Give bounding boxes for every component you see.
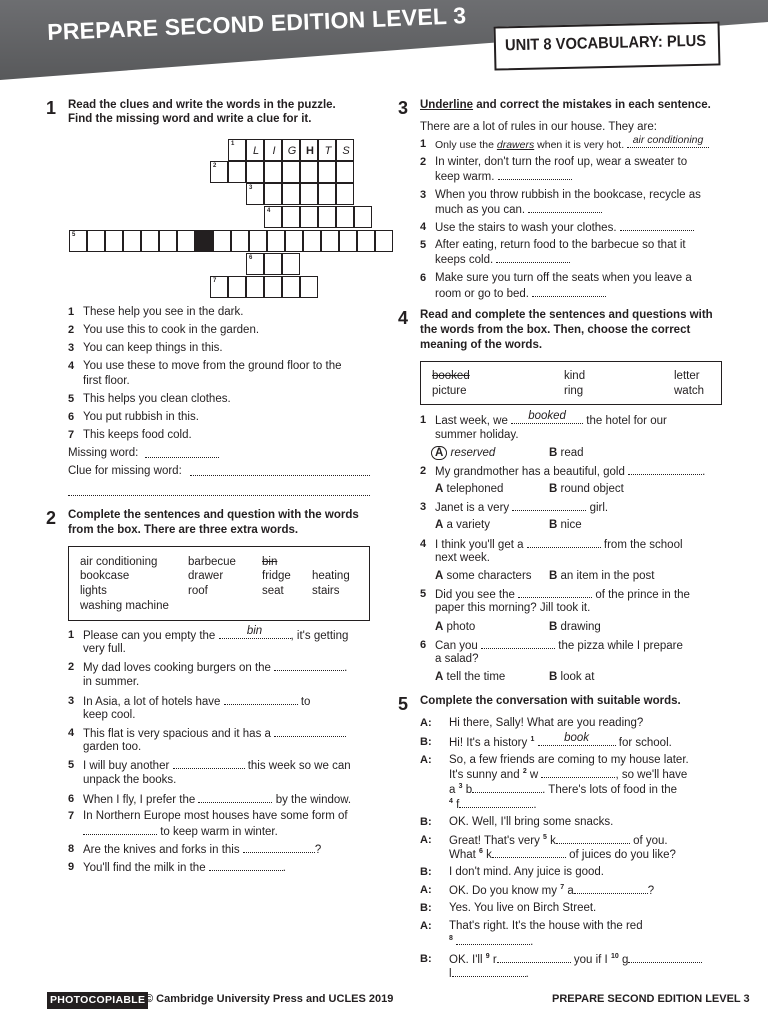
dialogue-text: I don't mind. Any juice is good. (449, 866, 604, 878)
crossword-cell[interactable] (339, 230, 357, 252)
crossword-cell[interactable] (159, 230, 177, 252)
crossword-cell[interactable] (336, 206, 354, 228)
dialogue-text: $^8$ . (449, 935, 534, 948)
sentence-text: next week. (435, 552, 490, 564)
clue-number: 1 (68, 306, 75, 318)
exercise-2-instruction-line-2: from the box. There are three extra words. (68, 524, 299, 536)
answer-blank[interactable] (83, 824, 157, 835)
crossword-cell[interactable] (336, 183, 354, 205)
exercise-4-instruction-line-3: meaning of the words. (420, 339, 543, 351)
exercise-3-number: 3 (398, 98, 409, 118)
dialogue-text: What $^6$ k of juices do you like? (449, 848, 676, 861)
dialogue-text: Yes. You live on Birch Street. (449, 902, 597, 914)
word-box-item-crossed-out: bin (262, 556, 278, 568)
circled-option-letter: A (431, 446, 447, 460)
crossword-letter: I (272, 145, 276, 157)
crossword-cell[interactable] (246, 139, 264, 161)
item-number: 3 (420, 189, 427, 201)
crossword-clue-number: 1 (231, 141, 235, 147)
exercise-1-number: 1 (46, 98, 57, 118)
crossword-cell[interactable] (336, 139, 354, 161)
answer-blank[interactable] (527, 537, 601, 548)
speaker: B: (420, 736, 432, 748)
crossword-cell[interactable] (282, 139, 300, 161)
item-number: 1 (68, 629, 75, 641)
crossword-cell[interactable] (282, 161, 300, 183)
crossword-cell[interactable] (285, 230, 303, 252)
crossword-cell[interactable] (264, 183, 282, 205)
dialogue-text: It's sunny and $^2$ w , so we'll have (449, 768, 688, 781)
dialogue-text: Great! That's very $^5$ k of you. (449, 834, 668, 847)
option-a[interactable]: A photo (435, 621, 476, 633)
clue-number: 5 (68, 393, 75, 405)
crossword-letter: L (252, 145, 260, 157)
clue-text: You put rubbish in this. (83, 411, 199, 423)
sentence-text: paper this morning? Jill took it. (435, 602, 591, 614)
dialogue-text: That's right. It's the house with the red (449, 920, 643, 932)
missing-word-blank[interactable] (145, 447, 219, 458)
answer-blank[interactable] (173, 758, 245, 769)
crossword-cell[interactable] (300, 161, 318, 183)
word-box-item: kind (564, 370, 586, 382)
sentence-text: I will buy another this week so we can (83, 760, 351, 772)
crossword-cell[interactable] (246, 276, 264, 298)
crossword-cell[interactable] (87, 230, 105, 252)
exercise-4-instruction-line-1: Read and complete the sentences and questions with (420, 309, 713, 321)
clue-text: This keeps food cold. (83, 429, 192, 441)
option-a[interactable]: A some characters (435, 570, 532, 582)
option-a[interactable]: A a variety (435, 519, 490, 531)
missing-word-label: Missing word: (68, 447, 139, 459)
crossword-cell[interactable] (300, 276, 318, 298)
answer-blank[interactable]: bin (219, 628, 291, 639)
word-box-item: seat (262, 585, 284, 597)
word-box-item-crossed-out: booked (432, 370, 470, 382)
exercise-1-instruction-line-2: Find the missing word and write a clue for it. (68, 113, 312, 125)
answer-blank[interactable] (574, 883, 648, 894)
sentence-text: When I fly, I prefer the by the window. (83, 794, 352, 806)
clue-number: 7 (68, 429, 75, 441)
speaker: A: (420, 717, 432, 729)
sentence-text: to keep warm in winter. (83, 824, 278, 840)
word-box-item: heating (312, 570, 350, 582)
sentence-text: Last week, we booked the hotel for our (435, 410, 667, 427)
sentence-text: keep cool. (83, 709, 136, 721)
speaker: B: (420, 866, 432, 878)
crossword-cell[interactable] (282, 253, 300, 275)
footer-level-title: PREPARE SECOND EDITION LEVEL 3 (552, 993, 750, 1005)
crossword-cell[interactable] (264, 276, 282, 298)
speaker: B: (420, 953, 432, 965)
item-number: 1 (420, 138, 427, 150)
answer-blank[interactable]: air conditioning (627, 137, 709, 148)
clue-blank-line-1[interactable] (190, 465, 370, 476)
clue-number: 6 (68, 411, 75, 423)
word-box-item: ring (564, 385, 584, 397)
crossword-cell[interactable] (336, 161, 354, 183)
dialogue-text: OK. Well, I'll bring some snacks. (449, 816, 614, 828)
crossword-cell[interactable] (282, 206, 300, 228)
crossword-black-cell (195, 230, 213, 252)
clue-text: You use this to cook in the garden. (83, 324, 260, 336)
sentence-text: very full. (83, 643, 126, 655)
crossword-cell[interactable] (213, 230, 231, 252)
sentence-text: Make sure you turn off the seats when you leave a (435, 272, 692, 284)
speaker: A: (420, 834, 432, 846)
crossword-cell[interactable] (246, 161, 264, 183)
item-number: 1 (420, 414, 427, 426)
speaker: B: (420, 902, 432, 914)
clue-number: 2 (68, 324, 75, 336)
crossword-cell[interactable] (318, 161, 336, 183)
clue-number: 3 (68, 342, 75, 354)
page-title: PREPARE SECOND EDITION LEVEL 3 (46, 2, 467, 45)
item-number: 6 (420, 639, 427, 651)
crossword-cell[interactable] (123, 230, 141, 252)
option-b[interactable]: B nice (549, 519, 582, 531)
crossword-cell[interactable] (357, 230, 375, 252)
crossword-cell[interactable] (231, 230, 249, 252)
word-box-item: stairs (312, 585, 340, 597)
sentence-text: Only use the drawers when it is very hot. air conditioning (435, 137, 709, 153)
sentence-text: a salad? (435, 653, 479, 665)
option-a[interactable]: A telephoned (435, 483, 504, 495)
crossword-cell[interactable] (69, 230, 87, 252)
dialogue-text: l . (449, 968, 529, 980)
answer-blank[interactable] (496, 252, 570, 263)
word-box-item: fridge (262, 570, 291, 582)
crossword-clue-number: 6 (249, 255, 253, 261)
sentence-text: I think you'll get a from the school (435, 539, 683, 551)
crossword-cell[interactable] (300, 183, 318, 205)
crossword-cell[interactable] (210, 276, 228, 298)
word-box-item: drawer (188, 570, 224, 582)
item-number: 5 (420, 239, 427, 251)
option-a-selected[interactable]: A reserved (431, 446, 495, 461)
sentence-text: keeps cold. (435, 252, 570, 268)
exercise-3-intro: There are a lot of rules in our house. They are: (420, 121, 657, 133)
crossword-clue-number: 5 (72, 232, 76, 238)
crossword-cell[interactable] (210, 161, 228, 183)
item-number: 5 (68, 759, 75, 771)
clue-number: 4 (68, 360, 75, 372)
underlined-mistake: drawers (496, 139, 535, 151)
crossword-cell[interactable] (375, 230, 393, 252)
clue-blank-line-2[interactable] (68, 485, 370, 496)
unit-title: UNIT 8 VOCABULARY: PLUS (504, 32, 707, 55)
word-box-item: bookcase (80, 570, 130, 582)
dialogue-text: a $^3$ b . There's lots of food in the (449, 783, 678, 796)
item-number: 2 (420, 156, 427, 168)
crossword-clue-number: 2 (213, 163, 217, 169)
sentence-text: This flat is very spacious and it has a (83, 726, 346, 742)
answer-blank[interactable] (497, 952, 571, 963)
item-number: 4 (420, 538, 427, 550)
sentence-text: Are the knives and forks in this ? (83, 844, 322, 856)
crossword-letter: G (287, 145, 297, 157)
sentence-text: My grandmother has a beautiful, gold . (435, 466, 706, 478)
crossword-cell[interactable] (141, 230, 159, 252)
answer-blank[interactable] (512, 500, 586, 511)
item-number: 8 (68, 843, 75, 855)
copyright-text: © Cambridge University Press and UCLES 2019 (145, 993, 394, 1005)
answer-blank[interactable] (481, 638, 555, 649)
exercise-2-instruction-line-1: Complete the sentences and question with the words (68, 509, 359, 521)
answer-blank[interactable] (274, 726, 346, 737)
item-number: 3 (420, 501, 427, 513)
crossword-clue-number: 4 (267, 208, 271, 214)
answer-blank[interactable] (209, 860, 283, 871)
sentence-text: much as you can. (435, 202, 602, 218)
clue-text: first floor. (83, 375, 130, 387)
exercise-5-number: 5 (398, 694, 409, 714)
answer-blank[interactable] (628, 952, 702, 963)
answer-blank[interactable] (532, 286, 606, 297)
sentence-text: Janet is a very girl. (435, 502, 609, 514)
answer-blank[interactable] (498, 169, 572, 180)
item-number: 7 (68, 810, 75, 822)
sentence-text: room or go to bed. (435, 286, 606, 302)
crossword-cell[interactable] (228, 139, 246, 161)
word-box-item: picture (432, 385, 467, 397)
sentence-text: After eating, return food to the barbecue so that it (435, 239, 686, 251)
crossword-letter: T (324, 145, 332, 157)
crossword-cell[interactable] (264, 161, 282, 183)
answer-blank[interactable] (243, 842, 315, 853)
dialogue-text: OK. I'll $^9$ r you if I $^{10}$ g (449, 952, 702, 968)
dialogue-text: So, a few friends are coming to my house later. (449, 754, 689, 766)
crossword-cell[interactable] (246, 253, 264, 275)
crossword-cell[interactable] (354, 206, 372, 228)
sentence-text: In Northern Europe most houses have some form of (83, 810, 348, 822)
answer-blank[interactable] (492, 847, 566, 858)
exercise-4-number: 4 (398, 308, 409, 328)
dialogue-text: $^4$ f . (449, 798, 537, 811)
clue-text: This helps you clean clothes. (83, 393, 231, 405)
crossword-cell[interactable] (264, 139, 282, 161)
answer-blank[interactable]: book (538, 735, 616, 746)
option-b[interactable]: B drawing (549, 621, 601, 633)
dialogue-text: Hi there, Sally! What are you reading? (449, 717, 644, 729)
clue-text: These help you see in the dark. (83, 306, 244, 318)
photocopiable-tag: PHOTOCOPIABLE (47, 992, 148, 1009)
sentence-text: You'll find the milk in the . (83, 862, 286, 874)
answer-blank[interactable] (456, 934, 530, 945)
crossword-cell[interactable] (249, 230, 267, 252)
answer-blank[interactable] (541, 767, 615, 778)
item-number: 3 (68, 695, 75, 707)
option-b[interactable]: B an item in the post (549, 570, 655, 582)
exercise-5-instruction: Complete the conversation with suitable words. (420, 695, 681, 707)
sentence-text: unpack the books. (83, 774, 177, 786)
item-number: 4 (420, 221, 427, 233)
clue-text: You can keep things in this. (83, 342, 223, 354)
speaker: B: (420, 816, 432, 828)
exercise-3-instruction: Underline and correct the mistakes in each sentence. (420, 99, 711, 111)
speaker: A: (420, 884, 432, 896)
item-number: 4 (68, 727, 75, 739)
answer-blank[interactable] (472, 782, 542, 793)
sentence-text: Use the stairs to wash your clothes. (435, 220, 694, 236)
word-box-item: washing machine (80, 600, 169, 612)
crossword-cell[interactable] (282, 276, 300, 298)
answer-blank[interactable] (224, 694, 298, 705)
crossword-cell[interactable] (300, 206, 318, 228)
crossword-cell[interactable] (300, 139, 318, 161)
exercise-4-instruction-line-2: the words from the box. Then, choose the correct (420, 324, 691, 336)
crossword-clue-number: 7 (213, 278, 217, 284)
dialogue-text: OK. Do you know my $^7$ a ? (449, 884, 655, 897)
crossword-cell[interactable] (318, 139, 336, 161)
answer-blank[interactable] (628, 464, 702, 475)
option-b[interactable]: B look at (549, 671, 595, 683)
crossword-cell[interactable] (228, 161, 246, 183)
sentence-text: When you throw rubbish in the bookcase, recycle as (435, 189, 701, 201)
crossword-cell[interactable] (318, 183, 336, 205)
crossword-cell[interactable] (177, 230, 195, 252)
speaker: A: (420, 920, 432, 932)
crossword-letter: S (342, 145, 350, 157)
answer-blank[interactable] (198, 792, 272, 803)
option-b[interactable]: B read (549, 447, 584, 459)
crossword-cell[interactable] (321, 230, 339, 252)
sentence-text: Did you see the of the prince in the (435, 589, 690, 601)
sentence-text: Can you the pizza while I prepare (435, 640, 683, 652)
crossword-cell[interactable] (282, 183, 300, 205)
option-a[interactable]: A tell the time (435, 671, 506, 683)
answer-blank[interactable] (620, 220, 694, 231)
sentence-text: in summer. (83, 676, 140, 688)
item-number: 2 (68, 661, 75, 673)
answer-blank[interactable] (518, 587, 592, 598)
crossword-cell[interactable] (264, 206, 282, 228)
answer-blank[interactable] (556, 833, 630, 844)
crossword-cell[interactable] (267, 230, 285, 252)
option-b[interactable]: B round object (549, 483, 624, 495)
answer-blank[interactable] (452, 966, 526, 977)
crossword-cell[interactable] (105, 230, 123, 252)
word-box-item: watch (674, 385, 705, 397)
item-number: 2 (420, 465, 427, 477)
word-box-item: barbecue (188, 556, 236, 568)
sentence-text: summer holiday. (435, 429, 519, 441)
sentence-text: Please can you empty the bin , it's getting (83, 625, 349, 642)
clue-for-missing-word-label: Clue for missing word: (68, 465, 182, 477)
clue-text: You use these to move from the ground floor to the (83, 360, 342, 372)
sentence-text: My dad loves cooking burgers on the . (83, 662, 348, 674)
answer-blank[interactable] (459, 797, 533, 808)
crossword-letter: H (306, 145, 314, 157)
word-box-item: roof (188, 585, 208, 597)
crossword-clue-number: 3 (249, 185, 253, 191)
dialogue-text: Hi! It's a history $^1$ book for school. (449, 732, 672, 749)
answer-blank[interactable] (528, 202, 602, 213)
crossword-cell[interactable] (228, 276, 246, 298)
crossword-cell[interactable] (264, 253, 282, 275)
item-number: 5 (420, 588, 427, 600)
answer-blank[interactable]: booked (511, 413, 583, 424)
sentence-text: keep warm. (435, 169, 572, 185)
word-box-item: air conditioning (80, 556, 158, 568)
sentence-text: In winter, don't turn the roof up, wear a sweater to (435, 156, 688, 168)
item-number: 6 (420, 272, 427, 284)
sentence-text: garden too. (83, 741, 142, 753)
crossword-cell[interactable] (318, 206, 336, 228)
item-number: 9 (68, 861, 75, 873)
crossword-cell[interactable] (303, 230, 321, 252)
sentence-text: In Asia, a lot of hotels have to (83, 696, 311, 708)
word-box-item: letter (674, 370, 700, 382)
crossword-cell[interactable] (246, 183, 264, 205)
item-number: 6 (68, 793, 75, 805)
word-box-item: lights (80, 585, 107, 597)
speaker: A: (420, 754, 432, 766)
exercise-2-number: 2 (46, 508, 57, 528)
exercise-1-instruction-line-1: Read the clues and write the words in the puzzle. (68, 99, 336, 111)
answer-blank[interactable] (274, 660, 344, 671)
